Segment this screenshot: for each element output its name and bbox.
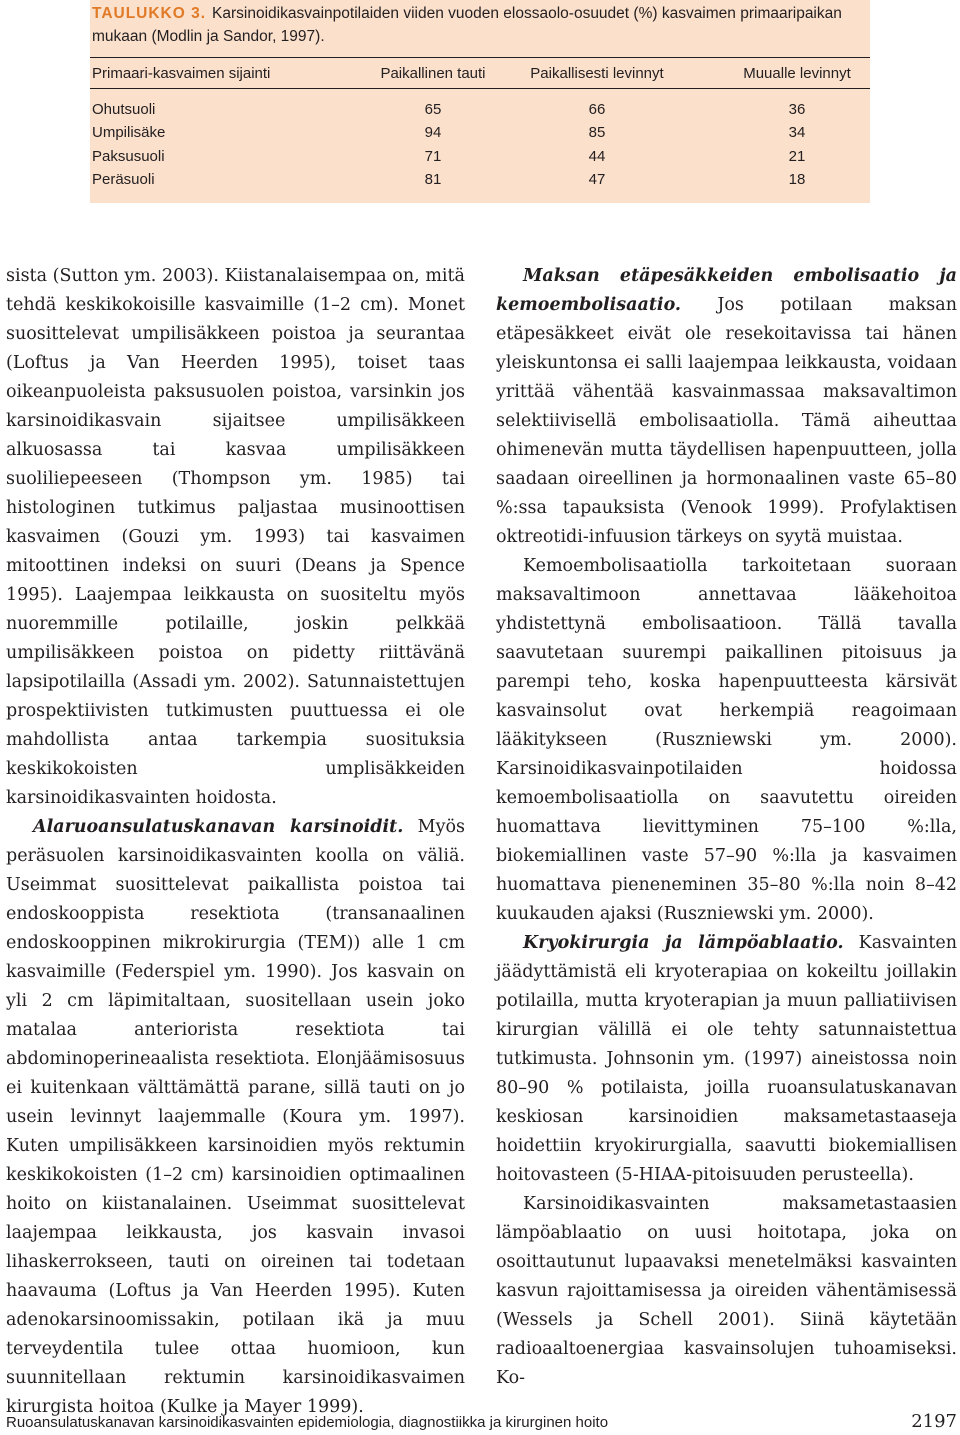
left-column	[6, 262, 465, 1422]
table-label: TAULUKKO 3.	[92, 5, 207, 22]
table-row	[90, 169, 870, 191]
section-heading-lower-gi: Alaruoansulatuskanavan karsinoidit.	[33, 817, 404, 837]
table-cell: 71	[424, 148, 442, 165]
right-paragraph-text: Jos potilaan maksan etäpesäkkeet eivät ole resekoitavissa tai hänen yleiskuntonsa ei salli laajempaa leikkausta, voidaan yrittää vähentää kasvainmassaa maksavaltimon selektiivisellä embolisaatiolla. Tämä aiheuttaa ohimenevän mutta täydellisen hapenpuutteen, jolla saadaan oireellinen ja hormonaalinen vaste 65–80 %:ssa tapauksista (Venook 1999). Profylaktisen oktreotidi-infuusion tärkeys on syytä muistaa.	[496, 295, 957, 547]
table-cell: 94	[424, 124, 442, 141]
section-heading-cryosurgery: Kryokirurgia ja lämpöablaatio.	[523, 933, 844, 953]
table-row	[90, 99, 870, 121]
table-cell: 65	[424, 101, 442, 118]
right-paragraph: Karsinoidikasvainten maksametastaasien lämpöablaatio on uusi hoitotapa, joka on osoittautunut lupaavaksi menetelmäksi kasvainten kasvun rajoittamisessa ja oireiden vähentämisessä (Wessels ja Schell 2001). Siinä käytetään radioaaltoenergiaa kasvainsolujen tuhoamiseksi. Ko-	[496, 1194, 957, 1388]
right-paragraph-cryo	[496, 929, 957, 1190]
table-header-location: Primaari-kasvaimen sijainti	[92, 65, 271, 82]
table-cell: Peräsuoli	[92, 171, 155, 188]
page-number: 2197	[911, 1411, 957, 1432]
table-cell: 21	[788, 148, 806, 165]
table-cell: 18	[788, 171, 806, 188]
table-caption	[92, 2, 872, 48]
table-header-local: Paikallinen tauti	[380, 65, 486, 82]
section-heading-embolisation: Maksan etäpesäkkeiden embolisaatio ja kemoembolisaatio.	[496, 266, 957, 315]
right-paragraph-embolisation	[496, 262, 957, 552]
right-paragraph-text: Kasvainten jäädyttämistä eli kryoterapiaa on kokeiltu joillakin potilailla, mutta kryoterapian ja muun palliatiivisen kirurgian välillä ei ole tehty satunnaistettua tutkimusta. Johnsonin ym. (1997) aineistossa noin 80–90 % potilaista, joilla ruoansulatuskanavan keskiosan karsinoidien maksametastaaseja hoidettiin kryokirurgialla, saavutti biokemiallisen hoitovasteen (5-HIAA-pitoisuuden perusteella).	[496, 933, 957, 1185]
table-row	[90, 122, 870, 144]
table-cell: 85	[588, 124, 606, 141]
right-column	[496, 262, 957, 1393]
table-cell: 47	[588, 171, 606, 188]
table-cell: Umpilisäke	[92, 124, 166, 141]
table-cell: Ohutsuoli	[92, 101, 156, 118]
running-footer: Ruoansulatuskanavan karsinoidikasvainten epidemiologia, diagnostiikka ja kirurginen hoito	[6, 1414, 609, 1431]
right-paragraph: Kemoembolisaatiolla tarkoitetaan suoraan maksavaltimoon annettavaa lääkehoitoa yhdistettynä embolisaatioon. Tällä tavalla saavutetaan suurempi paikallinen pitoisuus ja parempi teho, koska hapenpuutteesta kärsivät kasvainsolut ovat herkempiä reagoimaan lääkitykseen (Ruszniewski ym. 2000). Karsinoidikasvainpotilaiden hoidossa kemoembolisaatiolla on saavutettu oireiden huomattava lievittyminen 75–100 %:lla, biokemiallinen vaste 57–90 %:lla ja kasvaimen huomattava pieneneminen 35–80 %:lla noin 8–42 kuukauden ajaksi (Ruszniewski ym. 2000).	[496, 556, 957, 924]
table-cell: Paksusuoli	[92, 148, 165, 165]
table-cell: 81	[424, 171, 442, 188]
table-header-locally-spread: Paikallisesti levinnyt	[530, 65, 664, 82]
table-cell: 44	[588, 148, 606, 165]
table-row	[90, 146, 870, 168]
table-caption-text: Karsinoidikasvainpotilaiden viiden vuoden elossaolo-osuudet (%) kasvaimen primaaripaikan mukaan (Modlin ja Sandor, 1997).	[92, 5, 842, 45]
table-header-row	[90, 63, 870, 85]
table-cell: 34	[788, 124, 806, 141]
left-paragraph-text: Myös peräsuolen karsinoidikasvainten koolla on väliä. Useimmat suosittelevat paikallista poistoa tai endoskooppista resektiota (transanaalinen endoskooppinen mikrokirurgia (TEM)) alle 1 cm kasvaimille (Federspiel ym. 1990). Jos kasvain on yli 2 cm läpimitaltaan, suositellaan usein joko matalaa anteriorista resektiota tai abdominoperineaalista resektiota. Elonjäämisosuus ei kuitenkaan välttämättä parane, sillä tauti on jo usein levinnyt laajemmalle (Koura ym. 1997). Kuten umpilisäkkeen karsinoidien myös rektumin keskikokoisten (1–2 cm) karsinoidien optimaalinen hoito on kiistanalainen. Useimmat suosittelevat laajempaa leikkausta, jos kasvain invasoi lihaskerrokseen, tauti on oireinen tai todetaan haavauma (Loftus ja Van Heerden 1995). Kuten adenokarsinoomissakin, potilaan ikä ja muu terveydentila tulee ottaa huomioon, kun suunnitellaan rektumin karsinoidikasvaimen kirurgista hoitoa (Kulke ja Mayer 1999).	[6, 817, 465, 1417]
table-header-metastatic: Muualle levinnyt	[743, 65, 851, 82]
table-header-rule	[90, 88, 870, 89]
left-paragraph-rectal	[6, 813, 465, 1422]
table-cell: 36	[788, 101, 806, 118]
table-top-rule	[90, 57, 870, 58]
left-paragraph: sista (Sutton ym. 2003). Kiistanalaisempaa on, mitä tehdä keskikokoisille kasvaimille (1–2 cm). Monet suosittelevat umpilisäkkeen poistoa ja seurantaa (Loftus ja Van Heerden 1995), toiset taas oikeanpuoleista paksusuolen poistoa, varsinkin jos karsinoidikasvain sijaitsee umpilisäkkeen alkuosassa tai kasvaa umpilisäkkeen suoliliepeeseen (Thompson ym. 1985) tai histologinen tutkimus paljastaa musinoottisen kasvaimen (Gouzi ym. 1993) tai kasvaimen mitoottinen indeksi on suuri (Deans ja Spence 1995). Laajempaa leikkausta on suositeltu myös nuoremmille potilaille, joskin pelkkää umpilisäkkeen poistoa on pidetty riittävänä lapsipotilailla (Assadi ym. 2002). Satunnaistettujen prospektiivisten tutkimusten puuttuessa ei ole mahdollista antaa tarkempia suosituksia keskikokoisten umplisäkkeiden karsinoidikasvainten hoidosta.	[6, 266, 465, 808]
table-cell: 66	[588, 101, 606, 118]
